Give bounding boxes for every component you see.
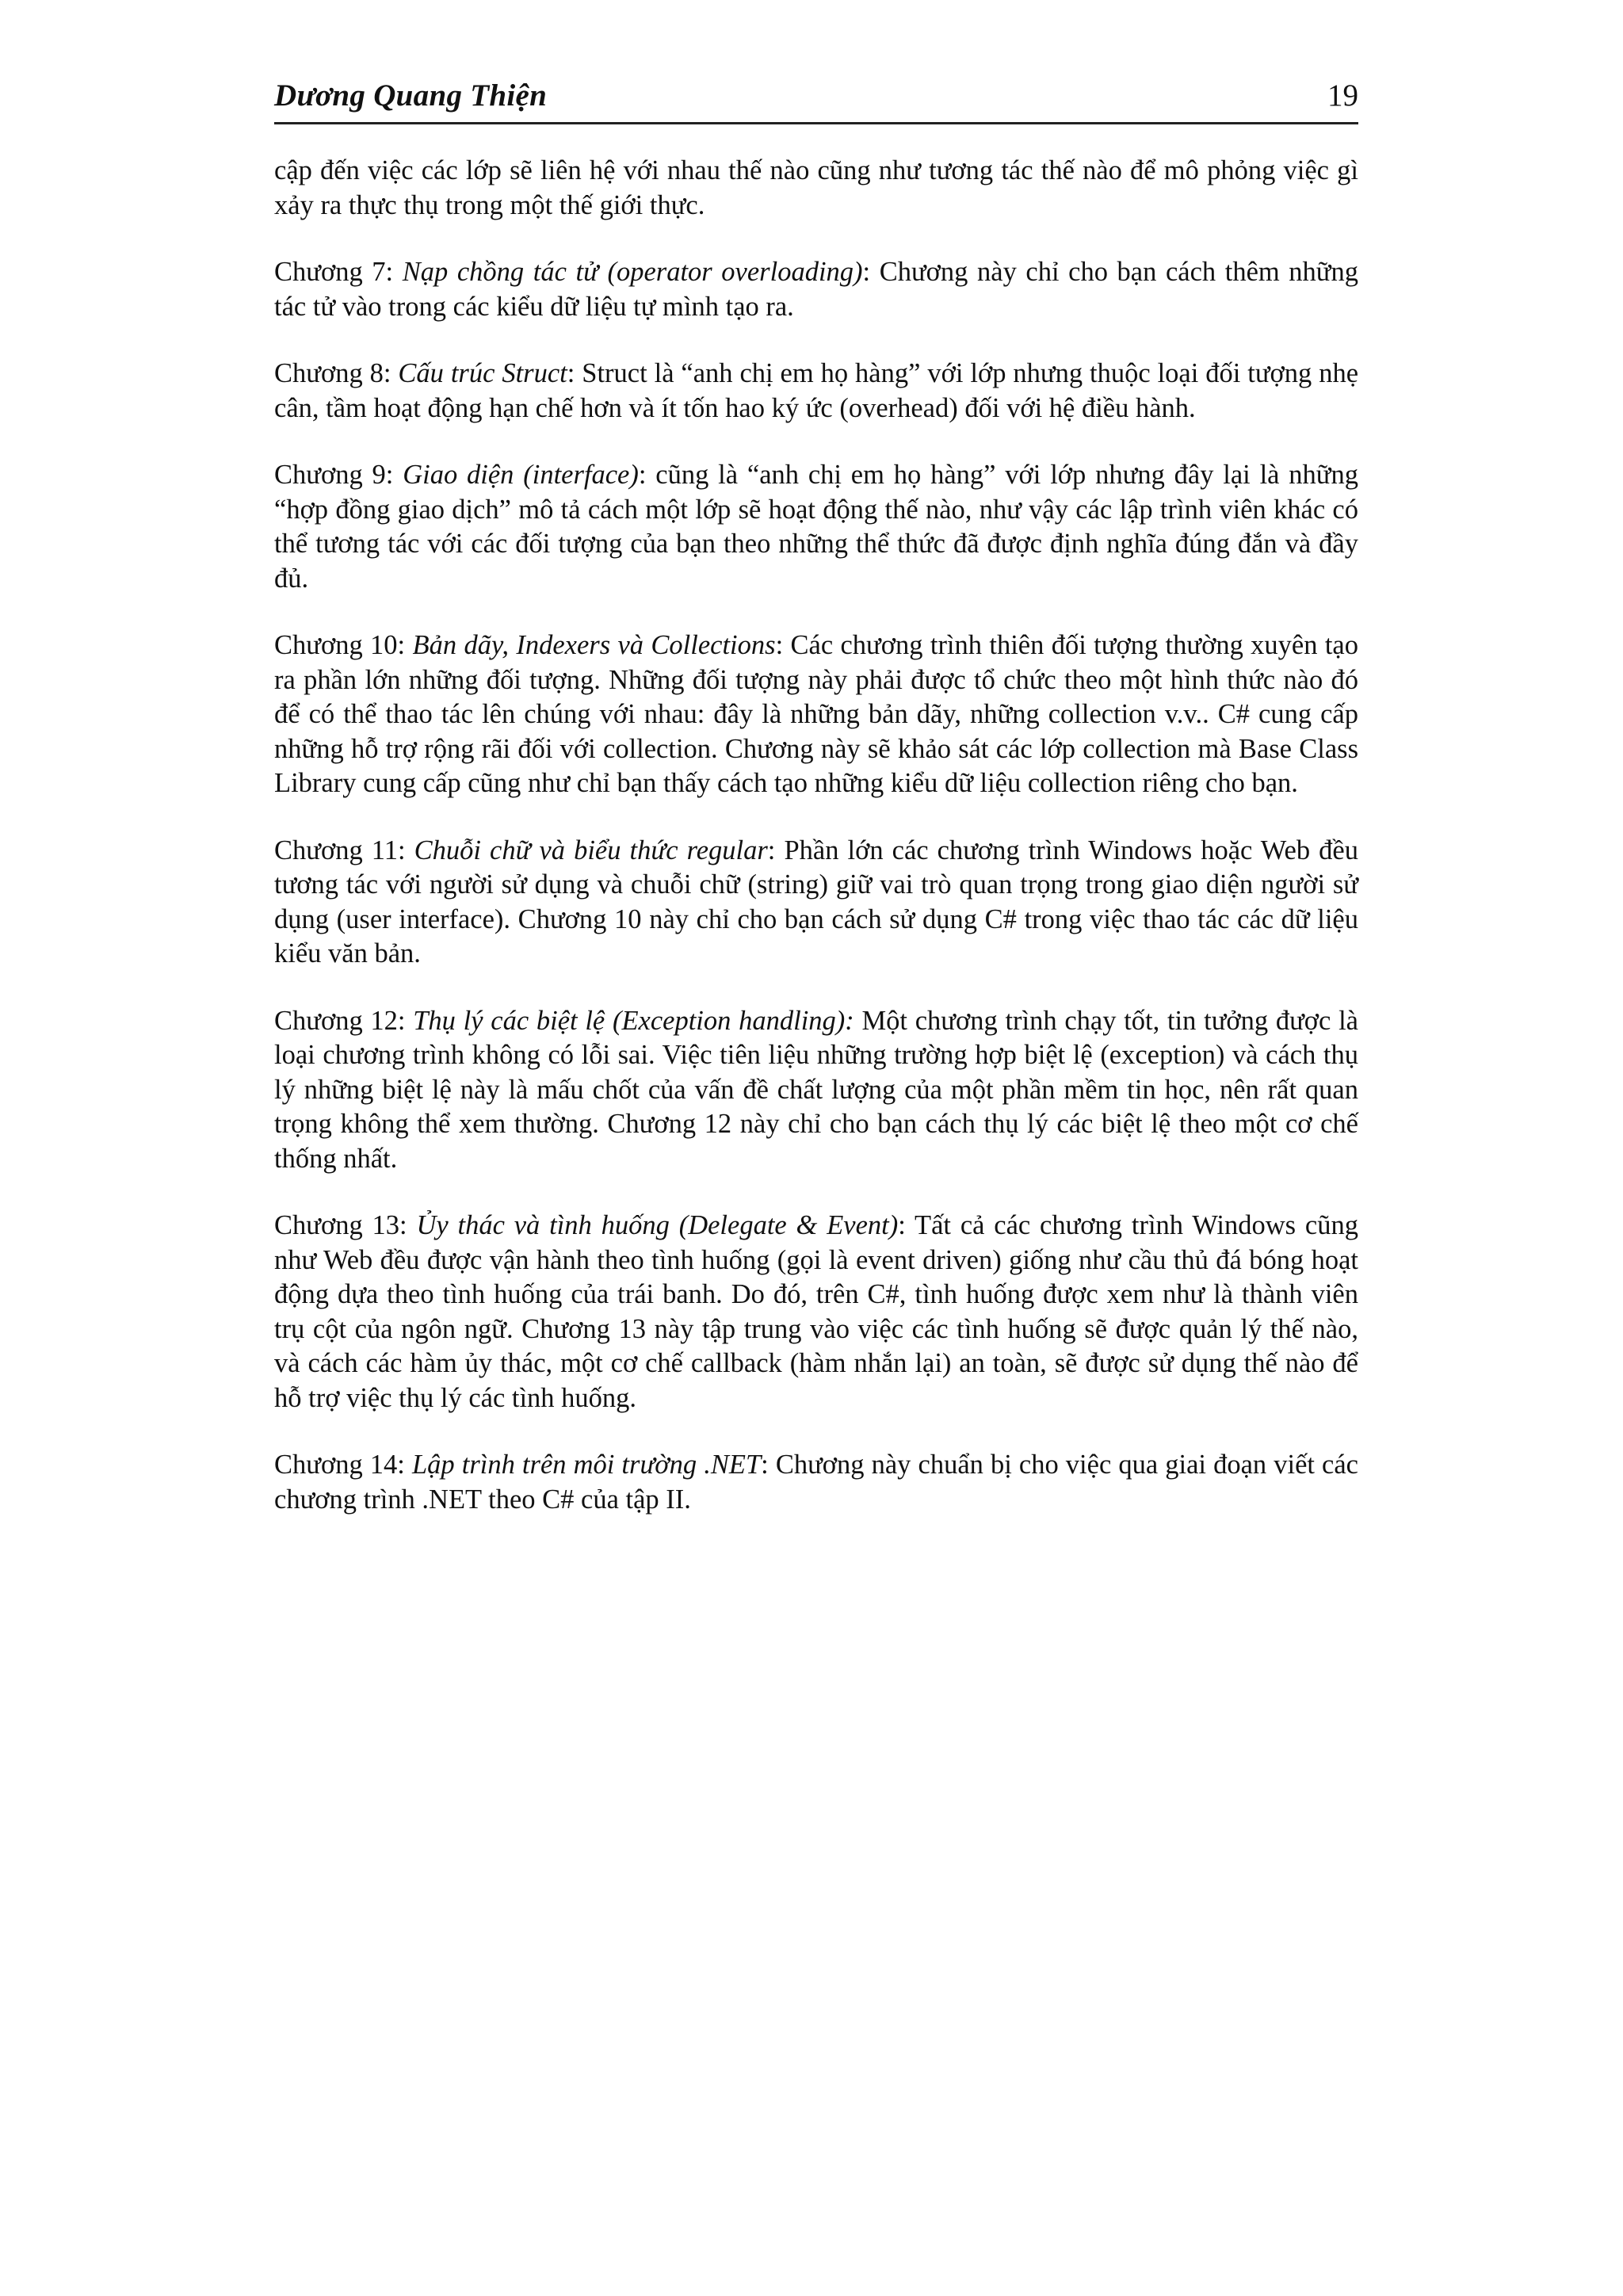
- paragraph-body: : Các chương trình thiên đối tượng thường xuyên tạo ra phần lớn những đối tượng. Những đối tượng này phải được tổ chức theo một hình thức nào đó để có thể thao tác lên chúng với nhau: đây là những bản dãy, những collection v.v.. C# cung cấp những hỗ trợ rộng rãi đối với collection. Chương này sẽ khảo sát các lớp collection mà Base Class Library cung cấp cũng như chỉ bạn thấy cách tạo những kiểu dữ liệu collection riêng cho bạn.: [274, 630, 1358, 798]
- paragraph-body: : Phần lớn các chương trình Windows hoặc Web đều tương tác với người sử dụng và chuỗi chữ (string) giữ vai trò quan trọng trong giao diện người sử dụng (user interface). Chương 10 này chỉ cho bạn cách sử dụng C# trong việc thao tác các dữ liệu kiểu văn bản.: [274, 835, 1358, 968]
- chapter-label: Chương 11:: [274, 835, 414, 865]
- page-content: [274, 154, 1358, 1549]
- chapter-label: Chương 9:: [274, 460, 403, 490]
- paragraph-chapter-12: [274, 1004, 1358, 1177]
- chapter-label: Chương 12:: [274, 1005, 414, 1036]
- page-header: [274, 78, 1358, 124]
- paragraph-body: Một chương trình chạy tốt, tin tưởng được là loại chương trình không có lỗi sai. Việc tiên liệu những trường hợp biệt lệ (exception) và cách thụ lý những biệt lệ này là mấu chốt của vấn đề chất lượng của một phần mềm tin học, nên rất quan trọng không thể xem thường. Chương 12 này chỉ cho bạn cách thụ lý các biệt lệ theo một cơ chế thống nhất.: [274, 1005, 1358, 1174]
- page-number: 19: [1327, 78, 1358, 113]
- paragraph-continuation: [274, 154, 1358, 223]
- chapter-label: Chương 13:: [274, 1210, 417, 1240]
- paragraph-chapter-14: [274, 1448, 1358, 1517]
- chapter-label: Chương 10:: [274, 630, 413, 660]
- paragraph-chapter-11: [274, 834, 1358, 972]
- chapter-label: Chương 14:: [274, 1450, 412, 1480]
- paragraph-body: cập đến việc các lớp sẽ liên hệ với nhau thế nào cũng như tương tác thế nào để mô phỏng việc gì xảy ra thực thụ trong một thế giới thực.: [274, 155, 1358, 220]
- paragraph-chapter-10: [274, 628, 1358, 801]
- chapter-label: Chương 7:: [274, 257, 403, 287]
- paragraph-chapter-8: [274, 357, 1358, 426]
- chapter-topic: Giao diện (interface): [403, 460, 639, 490]
- paragraph-body: : Struct là “anh chị em họ hàng” với lớp nhưng thuộc loại đối tượng nhẹ cân, tầm hoạt động hạn chế hơn và ít tốn hao ký ức (overhead) đối với hệ điều hành.: [274, 358, 1359, 423]
- paragraph-chapter-13: [274, 1209, 1358, 1415]
- paragraph-chapter-7: [274, 255, 1358, 324]
- chapter-topic: Bản dãy, Indexers và Collections: [412, 630, 776, 660]
- chapter-label: Chương 8:: [274, 358, 399, 388]
- chapter-topic: Chuỗi chữ và biểu thức regular: [414, 835, 768, 865]
- chapter-topic: Ủy thác và tình huống (Delegate & Event): [416, 1210, 899, 1240]
- chapter-topic: Cấu trúc Struct: [398, 358, 567, 388]
- chapter-topic: Nạp chồng tác tử (operator overloading): [402, 257, 863, 287]
- paragraph-body: : Chương này chuẩn bị cho việc qua giai đoạn viết các chương trình .NET theo C# của tập II.: [274, 1450, 1358, 1515]
- author-name: Dương Quang Thiện: [274, 78, 548, 113]
- paragraph-chapter-9: [274, 458, 1358, 596]
- paragraph-body: : Chương này chỉ cho bạn cách thêm những tác tử vào trong các kiểu dữ liệu tự mình tạo ra.: [274, 257, 1359, 322]
- chapter-topic: Lập trình trên môi trường .NET: [411, 1450, 762, 1480]
- chapter-topic: Thụ lý các biệt lệ (Exception handling):: [413, 1005, 854, 1036]
- paragraph-body: : Tất cả các chương trình Windows cũng như Web đều được vận hành theo tình huống (gọi là event driven) giống như cầu thủ đá bóng hoạt động dựa theo tình huống của trái banh. Do đó, trên C#, tình huống được xem như là thành viên trụ cột của ngôn ngữ. Chương 13 này tập trung vào việc các tình huống sẽ được quản lý thế nào, và cách các hàm ủy thác, một cơ chế callback (hàm nhắn lại) an toàn, sẽ được sử dụng thế nào để hỗ trợ việc thụ lý các tình huống.: [274, 1210, 1358, 1413]
- paragraph-body: : cũng là “anh chị em họ hàng” với lớp nhưng đây lại là những “hợp đồng giao dịch” mô tả cách một lớp sẽ hoạt động thế nào, như vậy các lập trình viên khác có thể tương tác với các đối tượng của bạn theo những thể thức đã được định nghĩa đúng đắn và đầy đủ.: [274, 460, 1359, 594]
